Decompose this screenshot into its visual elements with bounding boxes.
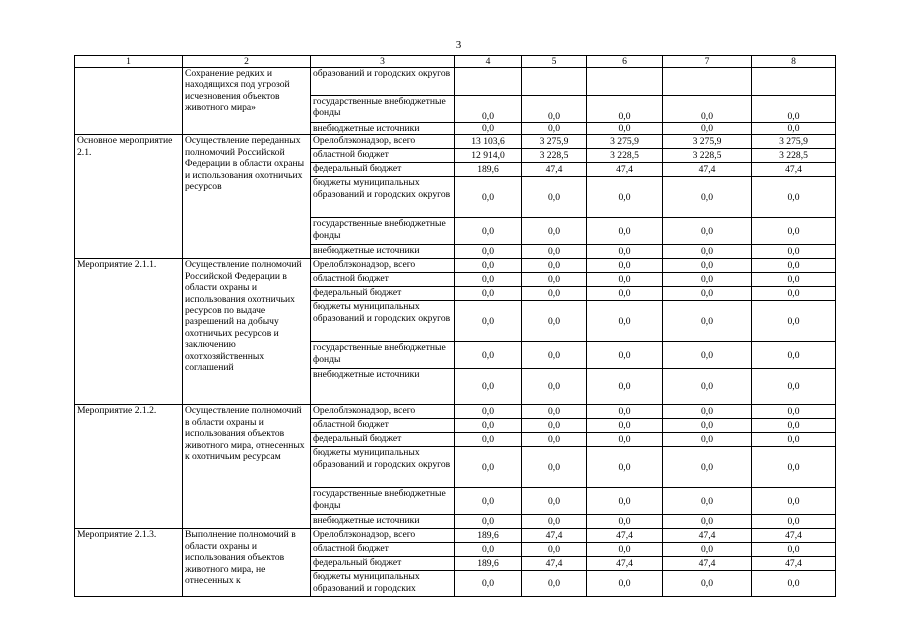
- cell-value: 0,0: [587, 515, 663, 529]
- cell-value: 0,0: [587, 245, 663, 259]
- cell-value: 0,0: [455, 301, 522, 342]
- cell-value: 0,0: [752, 96, 836, 123]
- cell-value: [587, 68, 663, 96]
- cell-value: 0,0: [752, 342, 836, 369]
- budget-table: [74, 55, 836, 597]
- cell-source: государственные внебюджетные фонды: [311, 342, 455, 369]
- cell-value: 0,0: [522, 419, 587, 433]
- cell-value: 0,0: [752, 177, 836, 218]
- cell-value: [455, 68, 522, 96]
- cell-value: 0,0: [455, 433, 522, 447]
- cell-event: Мероприятие 2.1.2.: [75, 405, 183, 529]
- cell-value: 0,0: [663, 123, 752, 135]
- cell-value: 0,0: [587, 433, 663, 447]
- cell-value: 3 275,9: [587, 135, 663, 149]
- table-row: [75, 259, 836, 273]
- cell-source: образований и городских округов: [311, 68, 455, 96]
- cell-value: 0,0: [663, 447, 752, 488]
- cell-value: 0,0: [752, 301, 836, 342]
- cell-value: 0,0: [752, 218, 836, 245]
- cell-source: бюджеты муниципальных образований и городских округов: [311, 301, 455, 342]
- cell-value: 0,0: [587, 571, 663, 597]
- column-header: 3: [311, 56, 455, 68]
- cell-value: [752, 68, 836, 96]
- cell-value: 0,0: [752, 571, 836, 597]
- cell-value: 3 275,9: [663, 135, 752, 149]
- cell-value: 0,0: [587, 287, 663, 301]
- cell-value: 0,0: [455, 571, 522, 597]
- cell-source: государственные внебюджетные фонды: [311, 96, 455, 123]
- cell-value: 0,0: [522, 218, 587, 245]
- cell-value: 0,0: [455, 488, 522, 515]
- cell-value: 0,0: [522, 123, 587, 135]
- cell-source: областной бюджет: [311, 149, 455, 163]
- cell-source: бюджеты муниципальных образований и городских округов: [311, 177, 455, 218]
- cell-value: 3 275,9: [752, 135, 836, 149]
- cell-value: 0,0: [587, 259, 663, 273]
- cell-source: федеральный бюджет: [311, 433, 455, 447]
- cell-value: 0,0: [752, 515, 836, 529]
- cell-value: 0,0: [752, 405, 836, 419]
- cell-value: 0,0: [522, 287, 587, 301]
- cell-name: Выполнение полномочий в области охраны и использования объектов животного мира, не отнесенных к: [183, 529, 311, 597]
- cell-value: 0,0: [663, 543, 752, 557]
- cell-value: 47,4: [522, 557, 587, 571]
- cell-value: 0,0: [752, 447, 836, 488]
- cell-value: 3 228,5: [752, 149, 836, 163]
- cell-value: 0,0: [455, 447, 522, 488]
- cell-value: 0,0: [587, 342, 663, 369]
- cell-value: 47,4: [663, 557, 752, 571]
- cell-value: 0,0: [752, 123, 836, 135]
- cell-value: 0,0: [587, 543, 663, 557]
- cell-source: внебюджетные источники: [311, 515, 455, 529]
- cell-value: 0,0: [522, 488, 587, 515]
- cell-value: 47,4: [663, 529, 752, 543]
- cell-value: 0,0: [663, 301, 752, 342]
- cell-value: 3 228,5: [587, 149, 663, 163]
- cell-value: 0,0: [663, 488, 752, 515]
- cell-value: 0,0: [522, 342, 587, 369]
- cell-value: 0,0: [455, 515, 522, 529]
- cell-value: [522, 68, 587, 96]
- column-header: 4: [455, 56, 522, 68]
- cell-name: Осуществление переданных полномочий Российской Федерации в области охраны и использования охотничьих ресурсов: [183, 135, 311, 259]
- cell-value: 0,0: [455, 245, 522, 259]
- column-header: 2: [183, 56, 311, 68]
- cell-value: 189,6: [455, 529, 522, 543]
- cell-value: 0,0: [587, 273, 663, 287]
- cell-value: 0,0: [663, 342, 752, 369]
- cell-value: 0,0: [522, 96, 587, 123]
- cell-value: 0,0: [663, 177, 752, 218]
- cell-value: 0,0: [752, 245, 836, 259]
- cell-source: Орелоблэконадзор, всего: [311, 135, 455, 149]
- cell-value: 0,0: [663, 515, 752, 529]
- cell-value: 0,0: [663, 259, 752, 273]
- column-header: 8: [752, 56, 836, 68]
- page-number: 3: [455, 39, 462, 51]
- cell-source: внебюджетные источники: [311, 245, 455, 259]
- cell-value: 189,6: [455, 163, 522, 177]
- cell-event: [75, 68, 183, 135]
- cell-source: государственные внебюджетные фонды: [311, 218, 455, 245]
- cell-value: 0,0: [522, 447, 587, 488]
- cell-value: 0,0: [663, 433, 752, 447]
- cell-source: Орелоблэконадзор, всего: [311, 259, 455, 273]
- cell-value: 0,0: [522, 301, 587, 342]
- cell-value: 0,0: [522, 177, 587, 218]
- cell-value: 0,0: [522, 515, 587, 529]
- cell-name: Осуществление полномочий Российской Федерации в области охраны и использования охотничьих ресурсов по выдаче разрешений на добычу охотничьих ресурсов и заключению охотхозяйственных соглашений: [183, 259, 311, 405]
- cell-value: 0,0: [455, 273, 522, 287]
- cell-value: 0,0: [455, 405, 522, 419]
- cell-value: 0,0: [587, 177, 663, 218]
- cell-value: 0,0: [587, 301, 663, 342]
- cell-value: 0,0: [663, 419, 752, 433]
- cell-source: внебюджетные источники: [311, 123, 455, 135]
- cell-value: 0,0: [522, 433, 587, 447]
- header-row: [75, 56, 836, 68]
- table-row: [75, 529, 836, 543]
- column-header: 5: [522, 56, 587, 68]
- column-header: 7: [663, 56, 752, 68]
- cell-value: 0,0: [522, 273, 587, 287]
- cell-value: 47,4: [752, 557, 836, 571]
- cell-name: Сохранение редких и находящихся под угрозой исчезновения объектов животного мира»: [183, 68, 311, 135]
- cell-value: 47,4: [663, 163, 752, 177]
- cell-value: 3 275,9: [522, 135, 587, 149]
- cell-source: бюджеты муниципальных образований и городских: [311, 571, 455, 597]
- cell-value: 0,0: [455, 543, 522, 557]
- cell-value: 0,0: [455, 369, 522, 405]
- cell-value: 0,0: [752, 433, 836, 447]
- cell-value: 0,0: [455, 287, 522, 301]
- cell-value: 0,0: [587, 369, 663, 405]
- cell-value: 0,0: [752, 369, 836, 405]
- cell-value: 0,0: [455, 177, 522, 218]
- cell-source: областной бюджет: [311, 273, 455, 287]
- cell-value: 0,0: [455, 259, 522, 273]
- cell-source: бюджеты муниципальных образований и городских округов: [311, 447, 455, 488]
- cell-value: 0,0: [663, 96, 752, 123]
- cell-source: областной бюджет: [311, 543, 455, 557]
- cell-value: 13 103,6: [455, 135, 522, 149]
- cell-value: 0,0: [752, 419, 836, 433]
- cell-value: 12 914,0: [455, 149, 522, 163]
- cell-source: Орелоблэконадзор, всего: [311, 405, 455, 419]
- cell-event: Мероприятие 2.1.1.: [75, 259, 183, 405]
- cell-value: 0,0: [522, 571, 587, 597]
- cell-source: федеральный бюджет: [311, 557, 455, 571]
- cell-source: государственные внебюджетные фонды: [311, 488, 455, 515]
- cell-name: Осуществление полномочий в области охраны и использования объектов животного мира, отнесенных к охотничьим ресурсам: [183, 405, 311, 529]
- cell-value: 0,0: [663, 287, 752, 301]
- cell-value: 0,0: [455, 96, 522, 123]
- cell-value: 47,4: [587, 163, 663, 177]
- table-row: [75, 68, 836, 96]
- cell-source: Орелоблэконадзор, всего: [311, 529, 455, 543]
- cell-value: [663, 68, 752, 96]
- cell-source: областной бюджет: [311, 419, 455, 433]
- cell-value: 3 228,5: [522, 149, 587, 163]
- cell-value: 0,0: [455, 419, 522, 433]
- cell-source: внебюджетные источники: [311, 369, 455, 405]
- cell-value: 0,0: [752, 259, 836, 273]
- cell-value: 0,0: [663, 405, 752, 419]
- column-header: 6: [587, 56, 663, 68]
- table-row: [75, 405, 836, 419]
- cell-source: федеральный бюджет: [311, 163, 455, 177]
- cell-value: 0,0: [587, 96, 663, 123]
- cell-value: 0,0: [663, 369, 752, 405]
- cell-value: 3 228,5: [663, 149, 752, 163]
- cell-value: 0,0: [522, 369, 587, 405]
- cell-value: 0,0: [455, 123, 522, 135]
- cell-value: 0,0: [663, 571, 752, 597]
- cell-value: 0,0: [522, 405, 587, 419]
- table-row: [75, 135, 836, 149]
- cell-value: 0,0: [522, 259, 587, 273]
- cell-source: федеральный бюджет: [311, 287, 455, 301]
- cell-value: 47,4: [587, 529, 663, 543]
- cell-value: 0,0: [455, 342, 522, 369]
- cell-value: 0,0: [587, 405, 663, 419]
- cell-value: 0,0: [752, 287, 836, 301]
- cell-value: 189,6: [455, 557, 522, 571]
- column-header: 1: [75, 56, 183, 68]
- cell-value: 47,4: [522, 163, 587, 177]
- cell-value: 47,4: [587, 557, 663, 571]
- cell-value: 0,0: [587, 123, 663, 135]
- cell-value: 0,0: [663, 245, 752, 259]
- cell-value: 0,0: [752, 488, 836, 515]
- cell-value: 0,0: [587, 447, 663, 488]
- cell-event: Мероприятие 2.1.3.: [75, 529, 183, 597]
- cell-value: 0,0: [587, 218, 663, 245]
- cell-event: Основное мероприятие 2.1.: [75, 135, 183, 259]
- cell-value: 0,0: [663, 273, 752, 287]
- cell-value: 0,0: [587, 488, 663, 515]
- cell-value: 0,0: [522, 543, 587, 557]
- cell-value: 0,0: [752, 273, 836, 287]
- cell-value: 0,0: [522, 245, 587, 259]
- cell-value: 0,0: [587, 419, 663, 433]
- cell-value: 47,4: [752, 529, 836, 543]
- cell-value: 0,0: [455, 218, 522, 245]
- cell-value: 0,0: [663, 218, 752, 245]
- cell-value: 47,4: [522, 529, 587, 543]
- cell-value: 0,0: [752, 543, 836, 557]
- cell-value: 47,4: [752, 163, 836, 177]
